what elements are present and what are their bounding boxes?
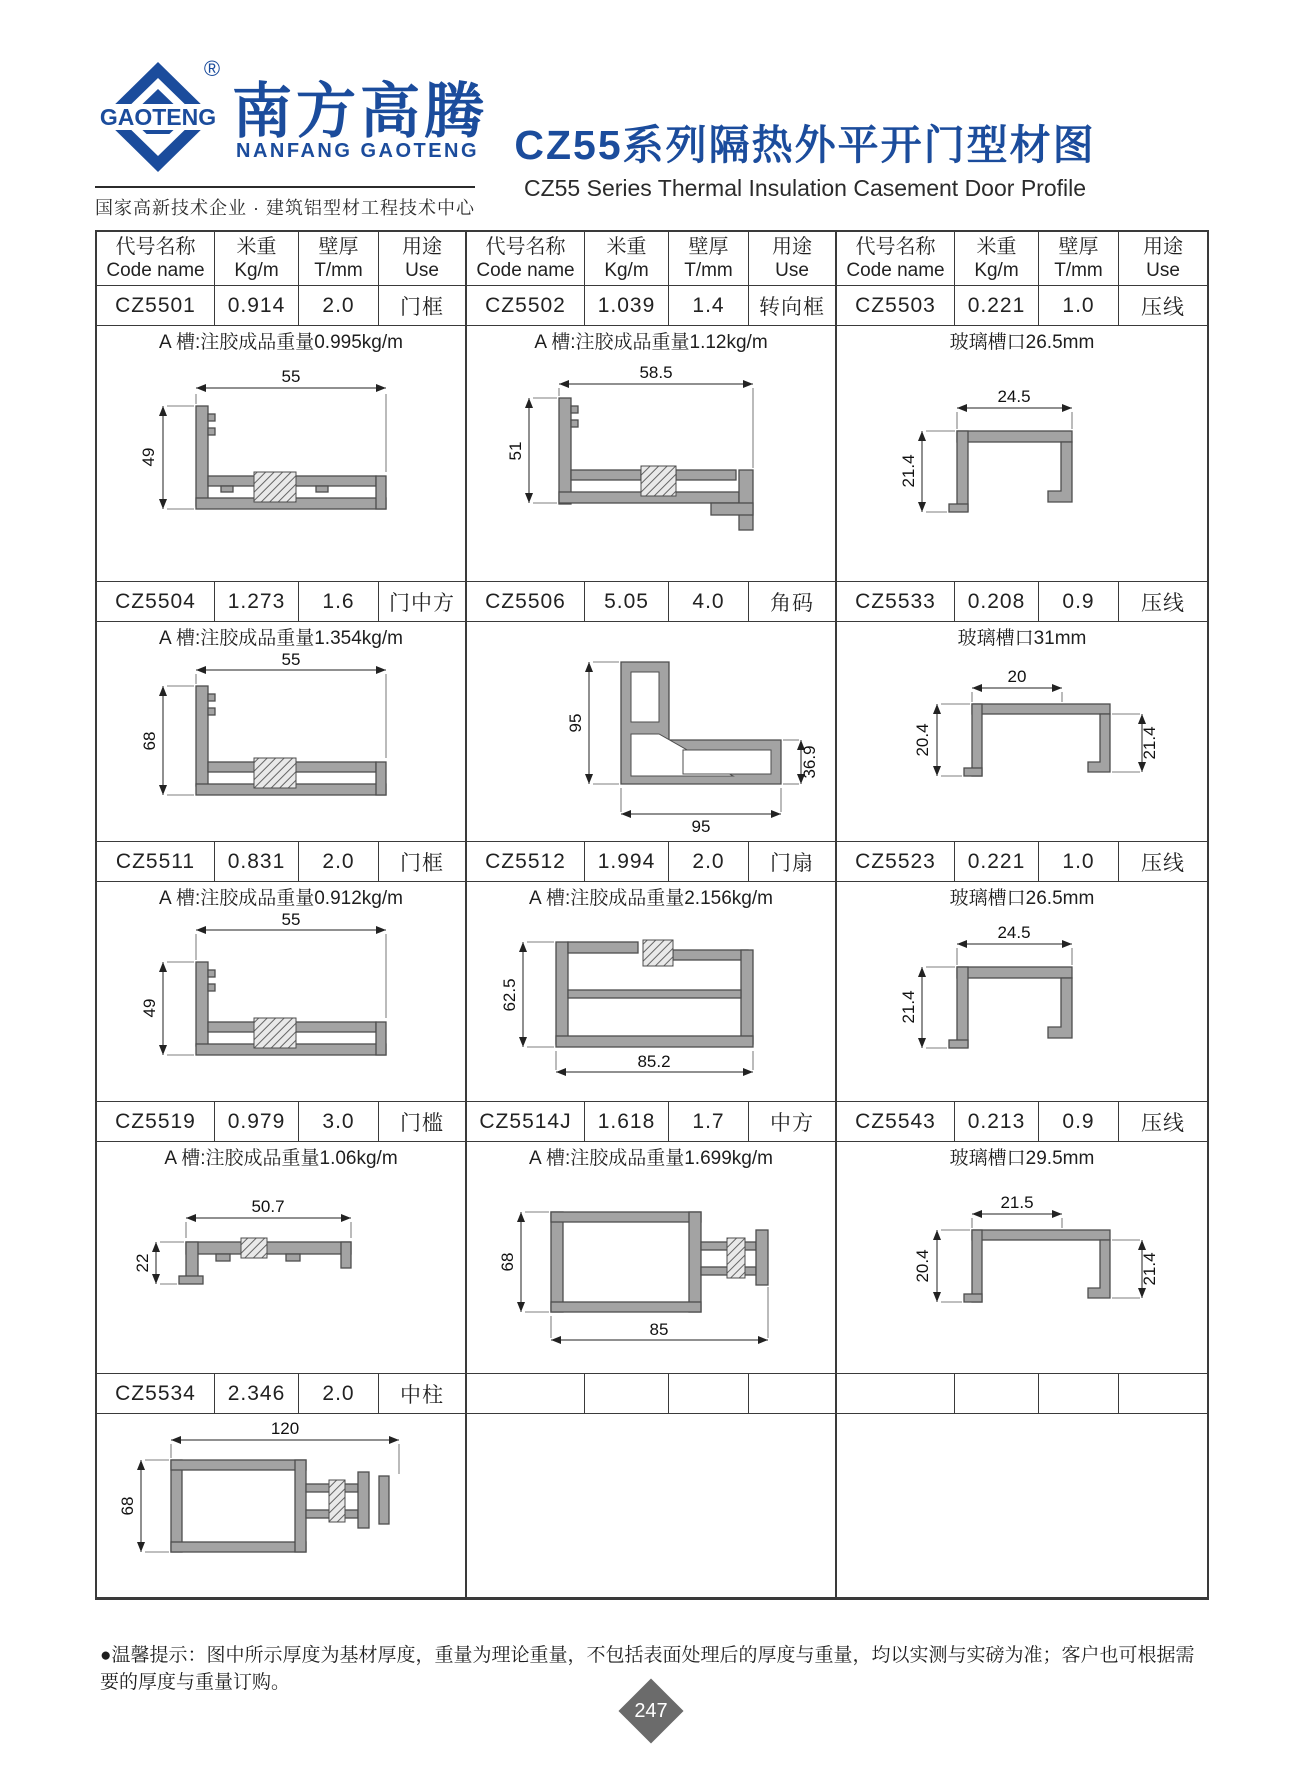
drawing-cell-cz5502	[467, 326, 837, 582]
profile-drawing-cz5533	[842, 652, 1202, 832]
drawing-caption: A 槽:注胶成品重量2.156kg/m	[529, 888, 773, 909]
dim-label: 62.5	[500, 978, 519, 1012]
thickness-cell: 2.0	[299, 286, 379, 326]
drawing-cell-cz5519	[97, 1142, 467, 1374]
header-code: 代号名称 Code name	[97, 232, 215, 286]
dim-label: 20.4	[913, 723, 932, 757]
data-row-1	[97, 286, 1207, 326]
profile-drawing-cz5523	[842, 912, 1202, 1092]
profile-drawing-cz5503	[842, 356, 1202, 571]
dim-label: 21.4	[899, 454, 918, 488]
use-cell: 中柱	[379, 1374, 467, 1414]
dim-label: 55	[281, 912, 301, 929]
use-cell: 门框	[379, 286, 467, 326]
drawing-caption: 玻璃槽口31mm	[957, 628, 1087, 649]
dim-label: 68	[498, 1252, 517, 1272]
header-code: 代号名称 Code name	[467, 232, 585, 286]
dim-label: 85.2	[637, 1052, 671, 1071]
drawing-cell-cz5501	[97, 326, 467, 582]
thickness-cell: 3.0	[299, 1102, 379, 1142]
drawing-caption: A 槽:注胶成品重量1.354kg/m	[159, 628, 403, 649]
dim-label: 21.5	[1000, 1193, 1034, 1212]
weight-cell	[585, 1374, 669, 1414]
profile-drawing-cz5511	[101, 912, 461, 1092]
code-cell	[837, 1374, 955, 1414]
profile-drawing-cz5534	[101, 1418, 461, 1594]
drawing-cell-cz5504	[97, 622, 467, 842]
code-cell: CZ5519	[97, 1102, 215, 1142]
dim-label: 36.9	[800, 745, 819, 779]
code-cell: CZ5533	[837, 582, 955, 622]
drawing-caption: A 槽:注胶成品重量0.912kg/m	[159, 888, 403, 909]
page-title: CZ55系列隔热外平开门型材图	[514, 122, 1096, 168]
code-cell: CZ5511	[97, 842, 215, 882]
profile-drawing-cz5514j	[471, 1172, 831, 1364]
use-cell	[749, 1374, 837, 1414]
header-weight: 米重 Kg/m	[215, 232, 299, 286]
page-number-badge	[618, 1678, 683, 1743]
header-use: 用途 Use	[1119, 232, 1207, 286]
drawing-caption: A 槽:注胶成品重量1.699kg/m	[529, 1148, 773, 1169]
weight-cell: 0.831	[215, 842, 299, 882]
weight-cell: 0.208	[955, 582, 1039, 622]
title-block	[505, 112, 1105, 202]
drawing-cell-empty	[837, 1414, 1207, 1598]
weight-cell: 1.039	[585, 286, 669, 326]
dim-label: 20	[1007, 667, 1027, 686]
profile-drawing-cz5512	[471, 912, 831, 1092]
drawing-caption: 玻璃槽口26.5mm	[949, 332, 1095, 353]
use-cell: 中方	[749, 1102, 837, 1142]
logo-text: GAOTENG	[99, 104, 217, 130]
data-row-2	[97, 582, 1207, 622]
drawing-cell-cz5543	[837, 1142, 1207, 1374]
code-cell: CZ5503	[837, 286, 955, 326]
drawing-cell-cz5534	[97, 1414, 467, 1598]
profile-drawing-cz5543	[842, 1172, 1202, 1364]
dim-label: 24.5	[997, 387, 1031, 406]
weight-cell: 1.273	[215, 582, 299, 622]
dim-label: 49	[140, 998, 159, 1018]
thickness-cell	[669, 1374, 749, 1414]
dim-label: 22	[133, 1253, 152, 1273]
thickness-cell	[1039, 1374, 1119, 1414]
weight-cell: 0.221	[955, 286, 1039, 326]
drawing-caption: A 槽:注胶成品重量1.06kg/m	[164, 1148, 398, 1169]
use-cell: 压线	[1119, 842, 1207, 882]
thickness-cell: 1.4	[669, 286, 749, 326]
drawing-caption: 玻璃槽口29.5mm	[949, 1148, 1095, 1169]
drawing-caption	[467, 622, 835, 652]
gaoteng-logo-icon	[98, 58, 228, 180]
profile-drawing-cz5506	[471, 652, 831, 838]
drawing-cell-cz5512	[467, 882, 837, 1102]
dim-label: 21.4	[1140, 1252, 1159, 1286]
thickness-cell: 1.0	[1039, 842, 1119, 882]
thickness-cell: 4.0	[669, 582, 749, 622]
drawing-row-5	[97, 1414, 1207, 1598]
drawing-cell-cz5506	[467, 622, 837, 842]
code-cell: CZ5502	[467, 286, 585, 326]
use-cell: 压线	[1119, 582, 1207, 622]
profile-drawing-cz5504	[101, 652, 461, 832]
drawing-caption: 玻璃槽口26.5mm	[949, 888, 1095, 909]
code-cell: CZ5506	[467, 582, 585, 622]
dim-label: 68	[140, 731, 159, 751]
profile-drawing-cz5519	[101, 1172, 461, 1364]
page-number: 247	[634, 1699, 668, 1722]
use-cell: 门扇	[749, 842, 837, 882]
use-cell: 转向框	[749, 286, 837, 326]
code-cell: CZ5523	[837, 842, 955, 882]
code-cell: CZ5504	[97, 582, 215, 622]
header-use: 用途 Use	[379, 232, 467, 286]
data-row-5	[97, 1374, 1207, 1414]
use-cell: 门框	[379, 842, 467, 882]
dim-label: 95	[566, 713, 585, 733]
code-cell	[467, 1374, 585, 1414]
brand-name-en: NANFANG GAOTENG	[236, 140, 480, 162]
header-code: 代号名称 Code name	[837, 232, 955, 286]
code-cell: CZ5514J	[467, 1102, 585, 1142]
code-cell: CZ5534	[97, 1374, 215, 1414]
data-row-4	[97, 1102, 1207, 1142]
page-subtitle: CZ55 Series Thermal Insulation Casement Door Profile	[523, 175, 1087, 201]
thickness-cell: 1.0	[1039, 286, 1119, 326]
thickness-cell: 1.7	[669, 1102, 749, 1142]
thickness-cell: 0.9	[1039, 1102, 1119, 1142]
brand-name-zh: 南方高腾	[232, 78, 488, 145]
dim-label: 24.5	[997, 923, 1031, 942]
use-cell: 门槛	[379, 1102, 467, 1142]
thickness-cell: 2.0	[299, 842, 379, 882]
thickness-cell: 2.0	[669, 842, 749, 882]
registered-mark: ®	[203, 58, 221, 81]
weight-cell	[955, 1374, 1039, 1414]
brand-slogan: 国家高新技术企业 · 建筑铝型材工程技术中心	[95, 186, 475, 220]
drawing-row-3	[97, 882, 1207, 1102]
table-header-row	[97, 232, 1207, 286]
footer-note: ●温馨提示：图中所示厚度为基材厚度，重量为理论重量，不包括表面处理后的厚度与重量，均以实测与实磅为准；客户也可根据需要的厚度与重量订购。	[100, 1645, 1195, 1693]
drawing-cell-cz5514j	[467, 1142, 837, 1374]
drawing-cell-cz5503	[837, 326, 1207, 582]
dim-label: 55	[281, 367, 301, 386]
drawing-cell-cz5523	[837, 882, 1207, 1102]
weight-cell: 5.05	[585, 582, 669, 622]
header-thickness: 壁厚 T/mm	[669, 232, 749, 286]
drawing-caption: A 槽:注胶成品重量0.995kg/m	[159, 332, 403, 353]
header-weight: 米重 Kg/m	[955, 232, 1039, 286]
use-cell: 压线	[1119, 1102, 1207, 1142]
weight-cell: 0.979	[215, 1102, 299, 1142]
thickness-cell: 1.6	[299, 582, 379, 622]
drawing-row-4	[97, 1142, 1207, 1374]
weight-cell: 0.221	[955, 842, 1039, 882]
use-cell: 角码	[749, 582, 837, 622]
use-cell: 压线	[1119, 286, 1207, 326]
dim-label: 55	[281, 652, 301, 669]
page-header	[0, 0, 1300, 230]
profile-drawing-cz5501	[101, 356, 461, 571]
use-cell	[1119, 1374, 1207, 1414]
use-cell: 门中方	[379, 582, 467, 622]
dim-label: 120	[270, 1419, 300, 1438]
weight-cell: 0.213	[955, 1102, 1039, 1142]
drawing-row-2	[97, 622, 1207, 842]
weight-cell: 0.914	[215, 286, 299, 326]
dim-label: 58.5	[639, 363, 673, 382]
dim-label: 50.7	[251, 1197, 285, 1216]
dim-label: 85	[649, 1320, 669, 1339]
header-thickness: 壁厚 T/mm	[299, 232, 379, 286]
header-use: 用途 Use	[749, 232, 837, 286]
header-weight: 米重 Kg/m	[585, 232, 669, 286]
weight-cell: 2.346	[215, 1374, 299, 1414]
weight-cell: 1.618	[585, 1102, 669, 1142]
drawing-row-1	[97, 326, 1207, 582]
dim-label: 21.4	[1140, 726, 1159, 760]
dim-label: 21.4	[899, 990, 918, 1024]
weight-cell: 1.994	[585, 842, 669, 882]
dim-label: 68	[118, 1496, 137, 1516]
thickness-cell: 2.0	[299, 1374, 379, 1414]
data-row-3	[97, 842, 1207, 882]
dim-label: 20.4	[913, 1249, 932, 1283]
drawing-cell-empty	[467, 1414, 837, 1598]
dim-label: 49	[139, 447, 158, 467]
drawing-cell-cz5511	[97, 882, 467, 1102]
drawing-caption: A 槽:注胶成品重量1.12kg/m	[534, 332, 768, 353]
dim-label: 51	[506, 441, 525, 461]
dim-label: 95	[691, 817, 711, 836]
drawing-cell-cz5533	[837, 622, 1207, 842]
code-cell: CZ5501	[97, 286, 215, 326]
header-thickness: 壁厚 T/mm	[1039, 232, 1119, 286]
profile-table	[95, 230, 1209, 1600]
code-cell: CZ5512	[467, 842, 585, 882]
code-cell: CZ5543	[837, 1102, 955, 1142]
thickness-cell: 0.9	[1039, 582, 1119, 622]
profile-drawing-cz5502	[471, 356, 831, 571]
